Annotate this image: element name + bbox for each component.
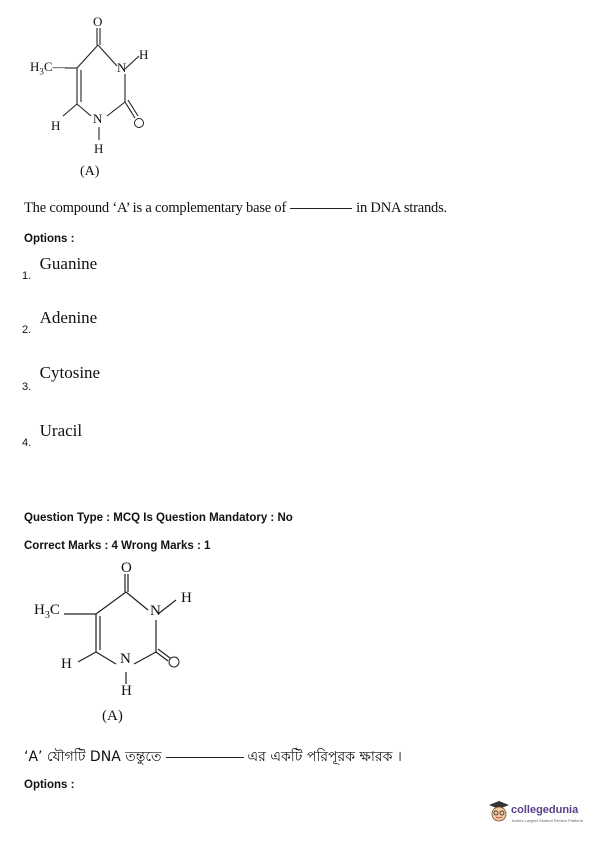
h-bottom-label: H bbox=[121, 683, 132, 699]
option-2[interactable] bbox=[22, 308, 98, 336]
logo-name: collegedunia bbox=[511, 804, 579, 816]
logo-tagline: India's Largest Student Review Platform bbox=[512, 818, 584, 823]
h-bottom-label: H bbox=[94, 141, 104, 156]
n3-label: N bbox=[150, 603, 161, 619]
collegedunia-logo bbox=[488, 800, 588, 828]
thymine-structure-2 bbox=[30, 558, 200, 708]
structure-caption-1: (A) bbox=[80, 164, 100, 179]
h-right-label: H bbox=[139, 47, 149, 62]
n1-label: N bbox=[120, 651, 131, 667]
option-3[interactable] bbox=[22, 363, 101, 393]
option-1[interactable] bbox=[22, 254, 98, 282]
option-number: 3. bbox=[22, 381, 32, 393]
oxygen-label-top: O bbox=[93, 14, 103, 29]
option-text: Guanine bbox=[39, 254, 98, 273]
option-text: Adenine bbox=[39, 308, 98, 327]
options-label: Options : bbox=[24, 233, 75, 245]
question-text-en: The compound ‘A’ is a complementary base of in DNA strands. bbox=[24, 200, 447, 216]
h-right-label: H bbox=[181, 590, 192, 606]
options-label: Options : bbox=[24, 779, 75, 791]
n3-label: N bbox=[117, 60, 127, 75]
h-left-label: H bbox=[51, 118, 61, 133]
thymine-structure-1 bbox=[25, 12, 165, 157]
methyl-label: $H_3C$ bbox=[34, 602, 60, 621]
mascot-icon bbox=[488, 800, 510, 824]
oxygen-label-top: O bbox=[121, 560, 132, 576]
methyl-label: $H_3C—$ bbox=[30, 59, 66, 77]
option-text: Uracil bbox=[39, 421, 83, 440]
answer-blank bbox=[166, 757, 244, 758]
h-left-label: H bbox=[61, 656, 72, 672]
option-number: 1. bbox=[22, 270, 32, 282]
n1-label: N bbox=[93, 111, 103, 126]
marks-line: Correct Marks : 4 Wrong Marks : 1 bbox=[24, 540, 211, 552]
option-text: Cytosine bbox=[39, 363, 101, 382]
option-number: 4. bbox=[22, 437, 32, 449]
answer-blank bbox=[290, 208, 352, 209]
structure-caption-2: (A) bbox=[102, 708, 123, 724]
option-4[interactable] bbox=[22, 421, 83, 449]
option-number: 2. bbox=[22, 324, 32, 336]
question-type-line: Question Type : MCQ Is Question Mandatory : No bbox=[24, 512, 293, 524]
question-text-bn: ‘A’ যৌগটি DNA তন্তুতে এর একটি পরিপূরক ক্ষারক । bbox=[24, 749, 402, 765]
